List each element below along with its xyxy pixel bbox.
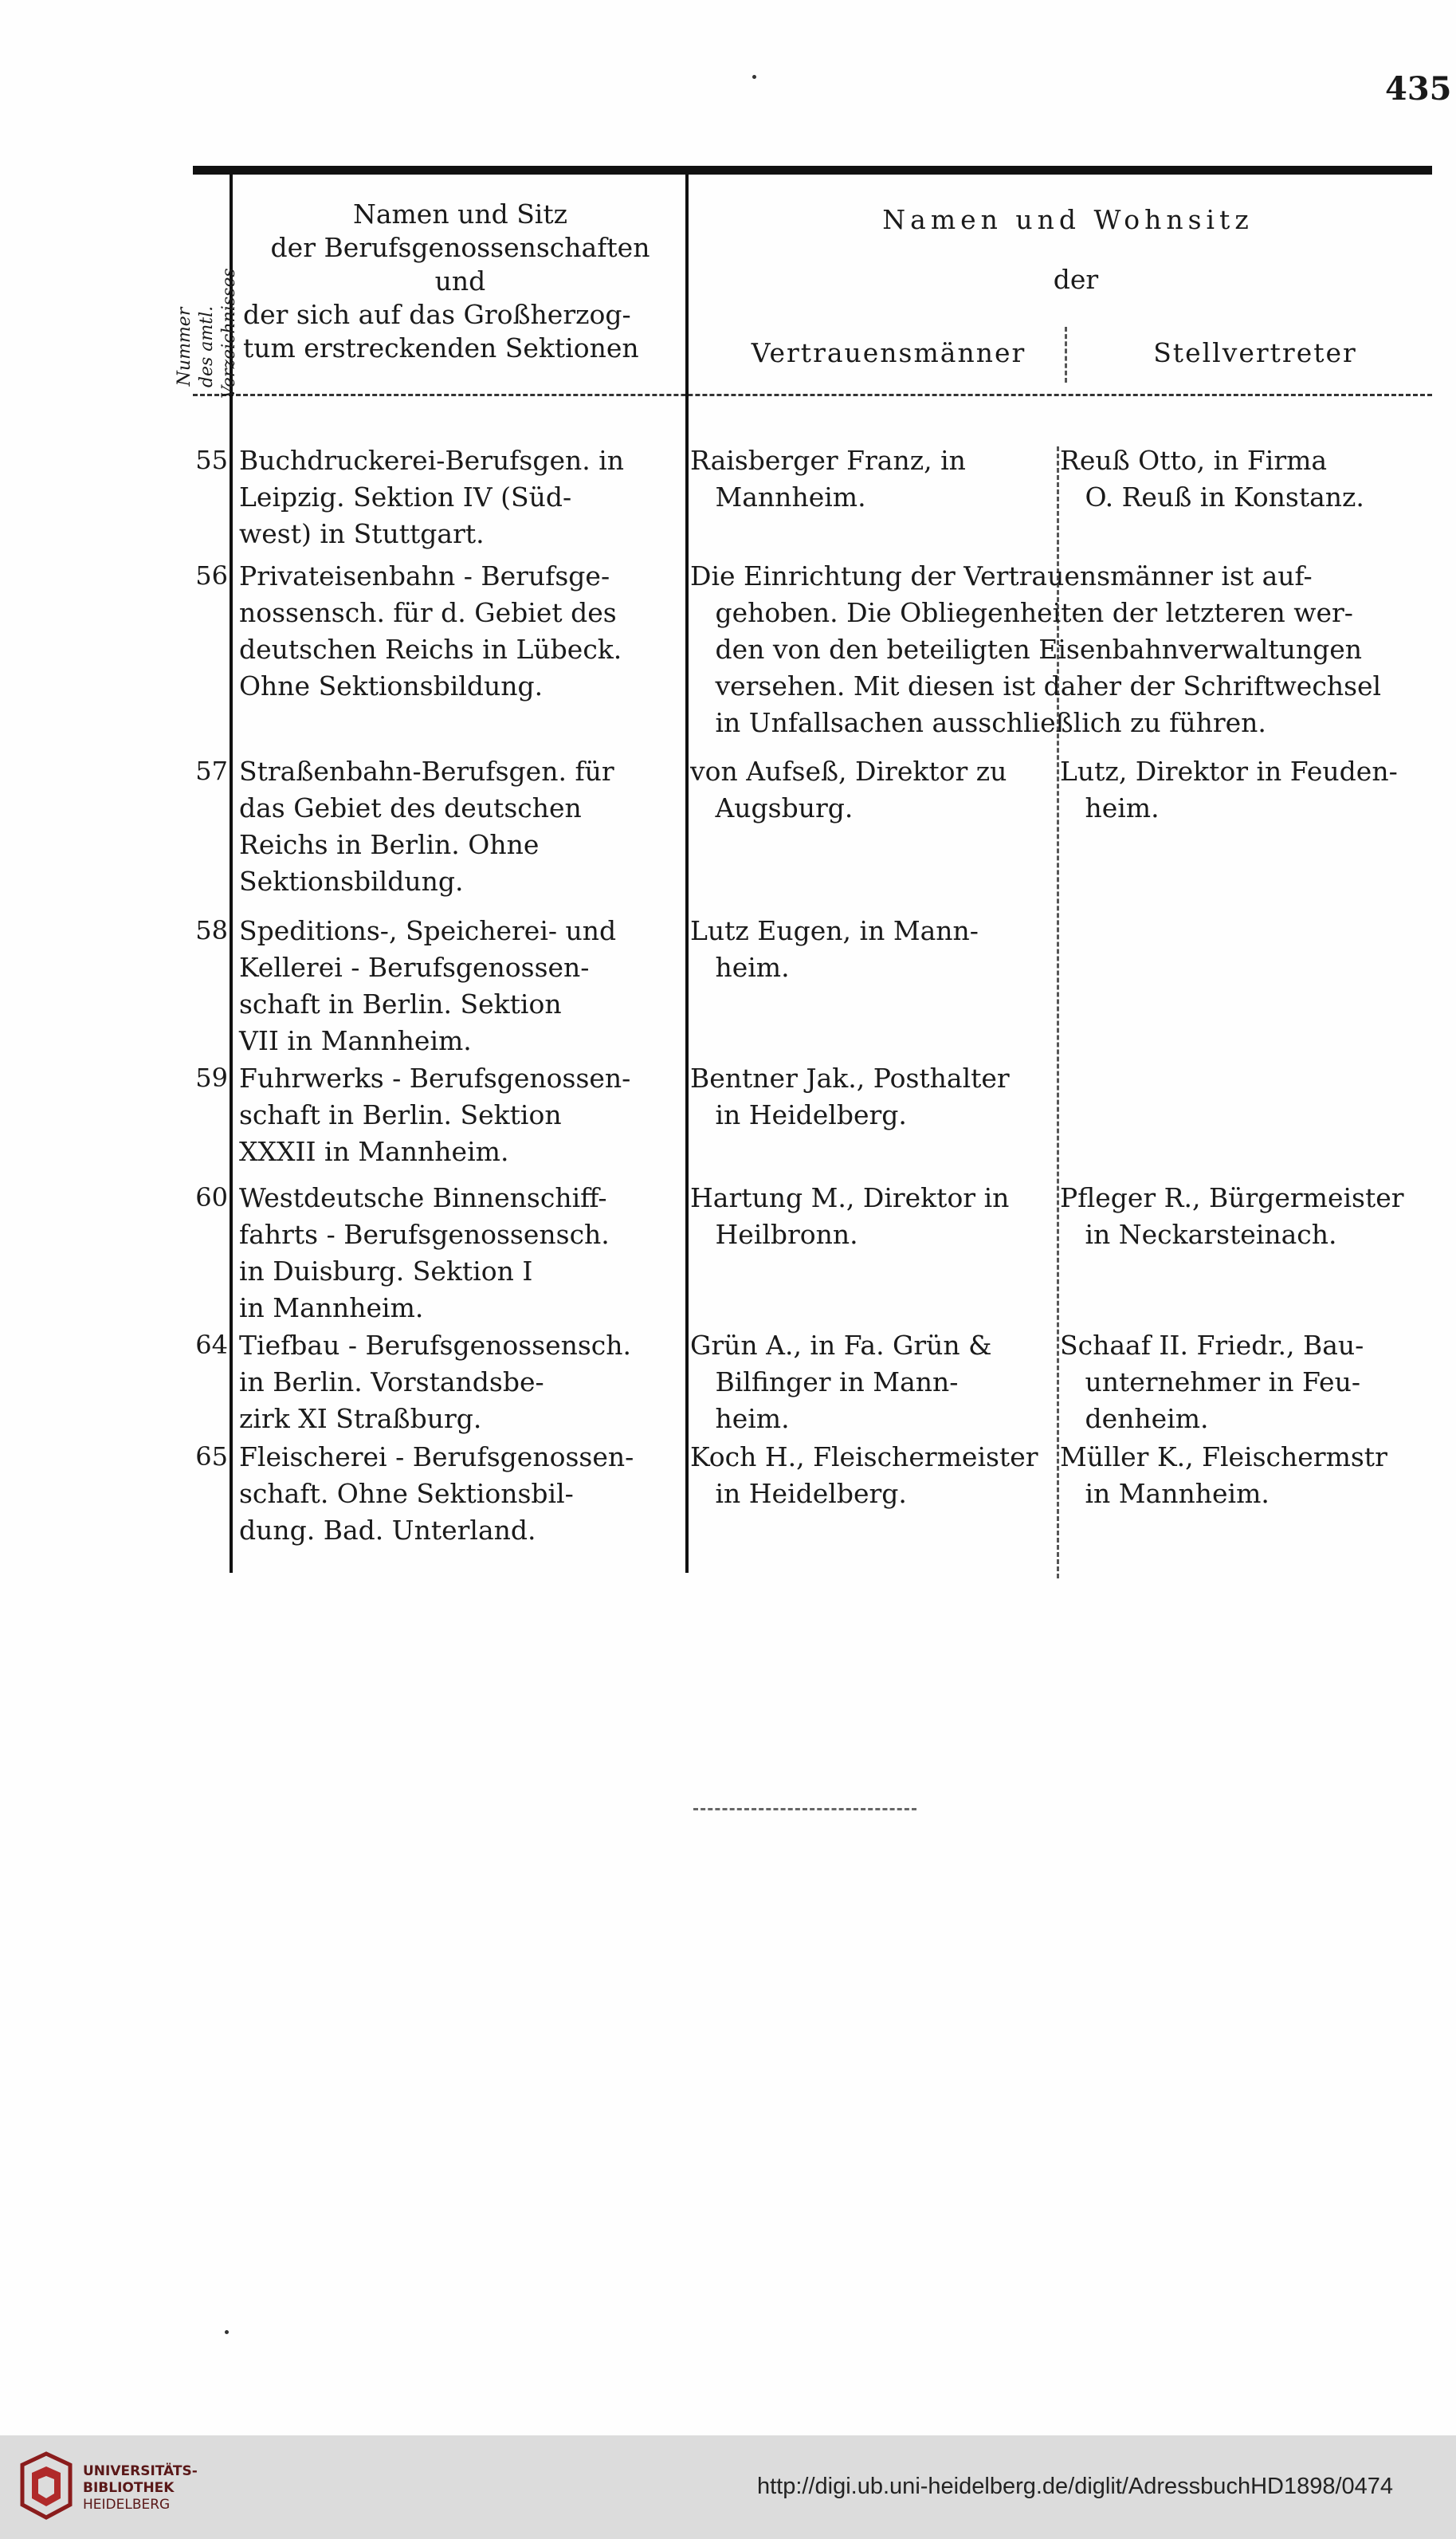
association-name-line: Speditions-, Speicherei- und bbox=[239, 915, 617, 946]
vertrauensmann bbox=[690, 442, 1065, 516]
merged-note-line: versehen. Mit diesen ist daher der Schriftwechsel bbox=[690, 670, 1382, 702]
association-name-line: Westdeutsche Binnenschiff- bbox=[239, 1182, 607, 1213]
table-top-rule bbox=[193, 166, 1432, 175]
merged-note bbox=[690, 558, 1431, 741]
association-name-line: in Berlin. Vorstandsbe- bbox=[239, 1366, 544, 1397]
vertrauensmann-line: in Heidelberg. bbox=[690, 1478, 907, 1509]
stellvertreter bbox=[1060, 1327, 1434, 1437]
stellvertreter-line: in Neckarsteinach. bbox=[1060, 1219, 1337, 1250]
association-name-line: das Gebiet des deutschen bbox=[239, 792, 582, 823]
association-name bbox=[239, 1327, 685, 1437]
vertrauensmann-line: von Aufseß, Direktor zu bbox=[690, 756, 1007, 787]
row-number: 55 bbox=[195, 445, 228, 475]
vertrauensmann-line: Mannheim. bbox=[690, 481, 866, 513]
association-name-line: Leipzig. Sektion IV (Süd- bbox=[239, 481, 572, 513]
association-name-line: fahrts - Berufsgenossensch. bbox=[239, 1219, 610, 1250]
merged-note-line: in Unfallsachen ausschließlich zu führen. bbox=[690, 707, 1266, 738]
vertrauensmann bbox=[690, 753, 1065, 827]
stellvertreter-line: Pfleger R., Bürgermeister bbox=[1060, 1182, 1404, 1213]
header-vertrauensmaenner: Vertrauensmänner bbox=[751, 337, 1026, 368]
association-name-line: dung. Bad. Unterland. bbox=[239, 1515, 536, 1546]
vertrauensmann-line: heim. bbox=[690, 1403, 790, 1434]
vertrauensmann-line: Hartung M., Direktor in bbox=[690, 1182, 1010, 1213]
association-name-line: Fleischerei - Berufsgenossen- bbox=[239, 1441, 634, 1472]
association-name-line: in Mannheim. bbox=[239, 1292, 424, 1323]
association-name-line: Straßenbahn-Berufsgen. für bbox=[239, 756, 614, 787]
association-name-line: Sektionsbildung. bbox=[239, 866, 464, 897]
vertrauensmann-line: Heilbronn. bbox=[690, 1219, 858, 1250]
association-name-line: Tiefbau - Berufsgenossensch. bbox=[239, 1330, 632, 1361]
col-divider-names bbox=[685, 174, 689, 1573]
speck bbox=[752, 75, 756, 79]
row-number: 58 bbox=[195, 915, 228, 945]
vertrauensmann bbox=[690, 913, 1065, 986]
header-names-column: Namen und Sitz der Berufsgenossenschaften und der sich auf das Großherzog- tum erstreckenden Sektionen bbox=[243, 198, 650, 364]
header-der: der bbox=[1053, 264, 1099, 295]
vertrauensmann-line: Lutz Eugen, in Mann- bbox=[690, 915, 979, 946]
merged-note-line: Die Einrichtung der Vertrauensmänner ist auf- bbox=[690, 560, 1313, 592]
row-number: 59 bbox=[195, 1063, 228, 1093]
association-name bbox=[239, 558, 685, 705]
stellvertreter-line: Schaaf II. Friedr., Bau- bbox=[1060, 1330, 1364, 1361]
association-name-line: west) in Stuttgart. bbox=[239, 518, 485, 549]
row-number: 65 bbox=[195, 1441, 228, 1472]
header-stellvertreter: Stellvertreter bbox=[1153, 337, 1357, 368]
association-name-line: Privateisenbahn - Berufsge- bbox=[239, 560, 610, 592]
association-name-line: schaft in Berlin. Sektion bbox=[239, 988, 562, 1020]
association-name-line: Kellerei - Berufsgenossen- bbox=[239, 952, 590, 983]
vertrauensmann-line: Bilfinger in Mann- bbox=[690, 1366, 959, 1397]
association-name bbox=[239, 913, 685, 1059]
vertrauensmann-line: Augsburg. bbox=[690, 792, 854, 823]
association-name-line: schaft in Berlin. Sektion bbox=[239, 1099, 562, 1130]
association-name-line: Fuhrwerks - Berufsgenossen- bbox=[239, 1063, 631, 1094]
association-name bbox=[239, 1439, 685, 1549]
row-number: 64 bbox=[195, 1330, 228, 1360]
speck bbox=[225, 2330, 229, 2334]
stellvertreter bbox=[1060, 1180, 1434, 1253]
association-name-line: deutschen Reichs in Lübeck. bbox=[239, 634, 622, 665]
stellvertreter-line: Lutz, Direktor in Feuden- bbox=[1060, 756, 1398, 787]
library-name: UNIVERSITÄTS- BIBLIOTHEK HEIDELBERG bbox=[83, 2463, 198, 2513]
vertrauensmann-line: heim. bbox=[690, 952, 790, 983]
association-name-line: zirk XI Straßburg. bbox=[239, 1403, 482, 1434]
header-divider bbox=[193, 394, 1432, 396]
stellvertreter-line: O. Reuß in Konstanz. bbox=[1060, 481, 1364, 513]
row-number: 56 bbox=[195, 560, 228, 591]
association-name-line: in Duisburg. Sektion I bbox=[239, 1256, 533, 1287]
vertrauensmann-line: Grün A., in Fa. Grün & bbox=[690, 1330, 992, 1361]
row-number: 57 bbox=[195, 756, 228, 786]
association-name bbox=[239, 442, 685, 552]
vertrauensmann bbox=[690, 1439, 1065, 1512]
vertrauensmann bbox=[690, 1060, 1065, 1134]
association-name bbox=[239, 1180, 685, 1326]
vertrauensmann-line: Koch H., Fleischermeister bbox=[690, 1441, 1038, 1472]
association-name-line: schaft. Ohne Sektionsbil- bbox=[239, 1478, 574, 1509]
stellvertreter-line: heim. bbox=[1060, 792, 1160, 823]
stellvertreter bbox=[1060, 1439, 1434, 1512]
header-number-column: Nummer des amtl. Verzeichnisses bbox=[175, 268, 239, 399]
vertrauensmann bbox=[690, 1180, 1065, 1253]
library-logo-icon bbox=[14, 2449, 78, 2522]
stellvertreter-line: unternehmer in Feu- bbox=[1060, 1366, 1360, 1397]
bottom-dashes bbox=[693, 1808, 916, 1810]
association-name-line: Buchdruckerei-Berufsgen. in bbox=[239, 445, 625, 476]
stellvertreter bbox=[1060, 442, 1434, 516]
merged-note-line: den von den beteiligten Eisenbahnverwaltungen bbox=[690, 634, 1363, 665]
row-number: 60 bbox=[195, 1182, 228, 1213]
stellvertreter-line: Müller K., Fleischermstr bbox=[1060, 1441, 1387, 1472]
merged-note-line: gehoben. Die Obliegenheiten der letzteren wer- bbox=[690, 597, 1353, 628]
association-name-line: nossensch. für d. Gebiet des bbox=[239, 597, 617, 628]
stellvertreter bbox=[1060, 753, 1434, 827]
vertrauensmann bbox=[690, 1327, 1065, 1437]
stellvertreter-line: Reuß Otto, in Firma bbox=[1060, 445, 1328, 476]
vertrauensmann-line: in Heidelberg. bbox=[690, 1099, 907, 1130]
stellvertreter-line: in Mannheim. bbox=[1060, 1478, 1270, 1509]
association-name-line: Ohne Sektionsbildung. bbox=[239, 670, 544, 702]
stellvertreter-line: denheim. bbox=[1060, 1403, 1209, 1434]
vertrauensmann-line: Raisberger Franz, in bbox=[690, 445, 966, 476]
page-number: 435 bbox=[1385, 70, 1452, 108]
vertrauensmann-line: Bentner Jak., Posthalter bbox=[690, 1063, 1010, 1094]
association-name bbox=[239, 753, 685, 900]
association-name-line: XXXII in Mannheim. bbox=[239, 1136, 509, 1167]
association-name-line: VII in Mannheim. bbox=[239, 1025, 472, 1056]
source-url[interactable]: http://digi.ub.uni-heidelberg.de/diglit/AdressbuchHD1898/0474 bbox=[757, 2474, 1394, 2499]
association-name-line: Reichs in Berlin. Ohne bbox=[239, 829, 540, 860]
header-wohnsitz-title: Namen und Wohnsitz bbox=[882, 204, 1254, 235]
association-name bbox=[239, 1060, 685, 1170]
